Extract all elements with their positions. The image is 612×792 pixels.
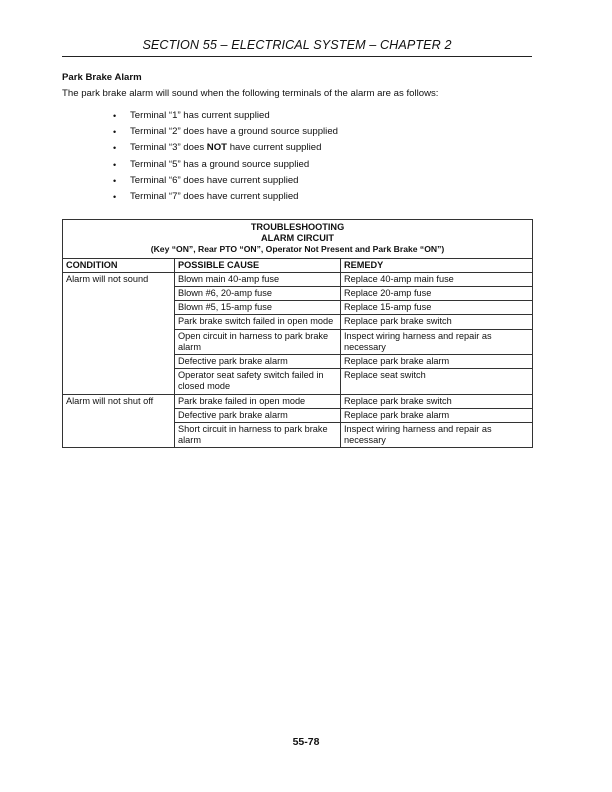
intro-paragraph: The park brake alarm will sound when the following terminals of the alarm are as follows: <box>62 88 439 99</box>
column-header-remedy: REMEDY <box>341 258 533 272</box>
bullet-dot: • <box>113 175 117 186</box>
table-header-row <box>63 258 533 272</box>
list-item: • Terminal “1” has current supplied <box>110 108 338 124</box>
condition-cell: Alarm will not sound <box>63 272 175 394</box>
cause-cell: Park brake failed in open mode <box>175 394 341 408</box>
terminal-list <box>110 108 338 205</box>
table-caption-row <box>63 220 533 259</box>
page-header: SECTION 55 – ELECTRICAL SYSTEM – CHAPTER 2 <box>142 38 452 52</box>
remedy-cell: Replace park brake alarm <box>341 408 533 422</box>
list-item: • Terminal “3” does NOT have current supplied <box>110 140 338 156</box>
bullet-dot: • <box>113 111 117 121</box>
remedy-cell: Replace seat switch <box>341 369 533 394</box>
cause-cell: Short circuit in harness to park brake alarm <box>175 423 341 448</box>
list-item: • Terminal “2” does have a ground source supplied <box>110 124 338 140</box>
condition-cell: Alarm will not shut off <box>63 394 175 448</box>
cause-cell: Open circuit in harness to park brake alarm <box>175 329 341 354</box>
table-caption-conditions: (Key “ON”, Rear PTO “ON”, Operator Not Present and Park Brake “ON”) <box>150 244 445 255</box>
remedy-cell: Replace park brake switch <box>341 394 533 408</box>
remedy-cell: Inspect wiring harness and repair as necessary <box>341 423 533 448</box>
remedy-cell: Replace park brake switch <box>341 315 533 329</box>
cause-cell: Blown main 40-amp fuse <box>175 272 341 286</box>
header-divider <box>62 56 532 57</box>
remedy-cell: Replace 15-amp fuse <box>341 301 533 315</box>
cause-cell: Blown #6, 20-amp fuse <box>175 287 341 301</box>
table-caption <box>63 220 533 259</box>
emphasis-not: NOT <box>206 142 228 154</box>
remedy-cell: Inspect wiring harness and repair as necessary <box>341 329 533 354</box>
bullet-dot: • <box>113 143 117 154</box>
cause-cell: Defective park brake alarm <box>175 408 341 422</box>
list-item: • Terminal “7” does have current supplied <box>110 189 338 205</box>
remedy-cell: Replace park brake alarm <box>341 355 533 369</box>
page-number: 55-78 <box>292 736 320 748</box>
cause-cell: Blown #5, 15-amp fuse <box>175 301 341 315</box>
section-title: Park Brake Alarm <box>62 72 142 83</box>
list-item: • Terminal “5” has a ground source supplied <box>110 157 338 173</box>
cause-cell: Park brake switch failed in open mode <box>175 315 341 329</box>
troubleshooting-table <box>62 219 533 448</box>
remedy-cell: Replace 20-amp fuse <box>341 287 533 301</box>
cause-cell: Operator seat safety switch failed in closed mode <box>175 369 341 394</box>
column-header-condition: CONDITION <box>63 258 175 272</box>
list-item: • Terminal “6” does have current supplied <box>110 173 338 189</box>
bullet-dot: • <box>113 159 117 170</box>
table-row <box>63 394 533 408</box>
bullet-dot: • <box>113 191 117 202</box>
column-header-cause: POSSIBLE CAUSE <box>175 258 341 272</box>
bullet-dot: • <box>113 127 117 138</box>
table-caption-subtitle: ALARM CIRCUIT <box>261 233 334 244</box>
table-caption-title: TROUBLESHOOTING <box>250 222 345 232</box>
remedy-cell: Replace 40-amp main fuse <box>341 272 533 286</box>
table-row <box>63 272 533 286</box>
cause-cell: Defective park brake alarm <box>175 355 341 369</box>
